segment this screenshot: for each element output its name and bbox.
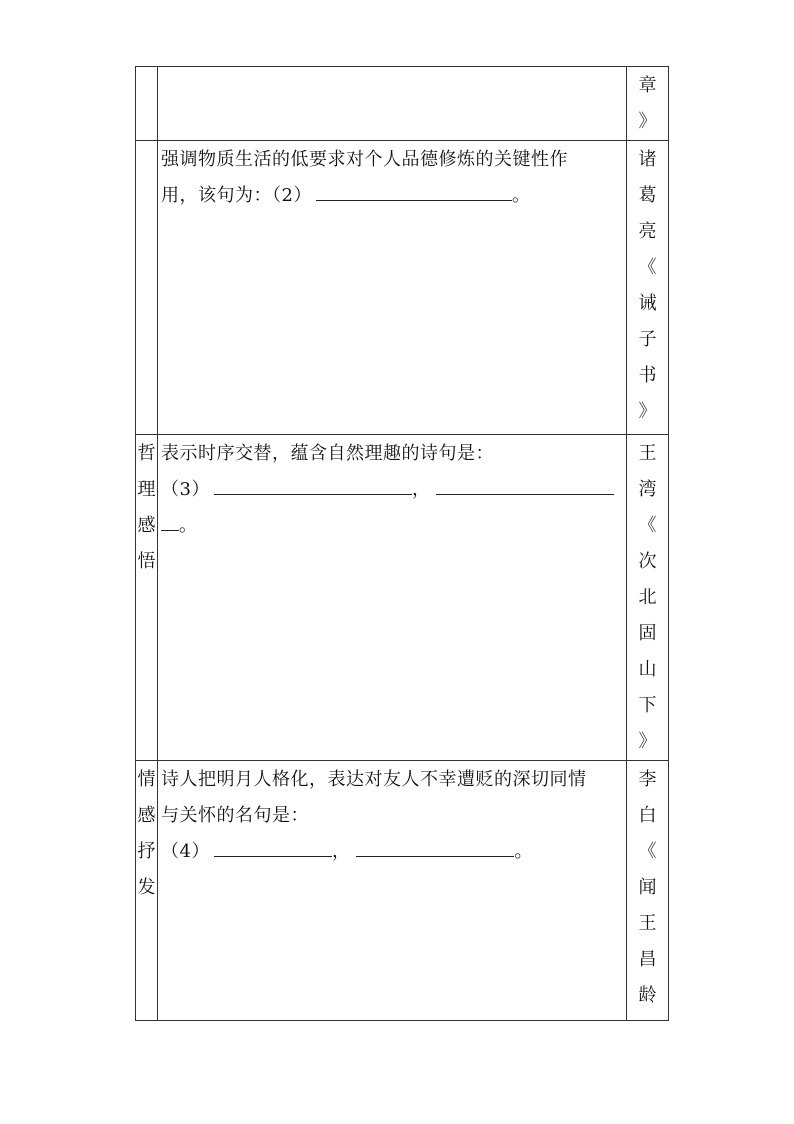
source-text: 王 湾 《 次 北 固 山 下 》: [638, 443, 657, 752]
answer-blank-4a[interactable]: [214, 834, 332, 857]
answer-blank-4b[interactable]: [356, 834, 514, 857]
content-cell: [158, 435, 627, 761]
answer-blank-2[interactable]: [316, 178, 512, 201]
content-cell: [158, 141, 627, 435]
table-row: [136, 435, 669, 761]
category-label: 哲 理 感 悟: [137, 443, 156, 572]
source-text: 李 白 《 闻 王 昌 龄: [638, 769, 657, 1006]
answer-blank-3a[interactable]: [214, 472, 412, 495]
question-line: 用，该句为：（2） 。: [161, 178, 622, 214]
source-cell: [627, 761, 669, 1021]
question-line: 与关怀的名句是：: [161, 805, 309, 826]
category-cell: [136, 761, 158, 1021]
poetry-table: [135, 66, 669, 1021]
content-cell: [158, 67, 627, 141]
question-line: 诗人把明月人格化，表达对友人不幸遭贬的深切同情: [161, 769, 587, 790]
question-line: 强调物质生活的低要求对个人品德修炼的关键性作: [161, 149, 568, 170]
source-text: 章 》: [638, 75, 657, 132]
question-line: （3） ，: [161, 472, 622, 508]
answer-blank-3b[interactable]: [436, 472, 614, 495]
content-cell: [158, 761, 627, 1021]
table-row: [136, 141, 669, 435]
table-row: [136, 761, 669, 1021]
question-line: 表示时序交替，蕴含自然理趣的诗句是：: [161, 443, 494, 464]
source-cell: [627, 141, 669, 435]
table-row: [136, 67, 669, 141]
question-line: 。: [161, 508, 622, 544]
category-label: 情 感 抒 发: [137, 769, 156, 898]
source-cell: [627, 67, 669, 141]
answer-blank-3b-cont[interactable]: [161, 508, 179, 531]
source-text: 诸 葛 亮 《 诫 子 书 》: [638, 149, 657, 422]
category-cell: [136, 67, 158, 141]
source-cell: [627, 435, 669, 761]
question-line: （4） ， 。: [161, 834, 622, 870]
category-cell: [136, 141, 158, 435]
category-cell: [136, 435, 158, 761]
